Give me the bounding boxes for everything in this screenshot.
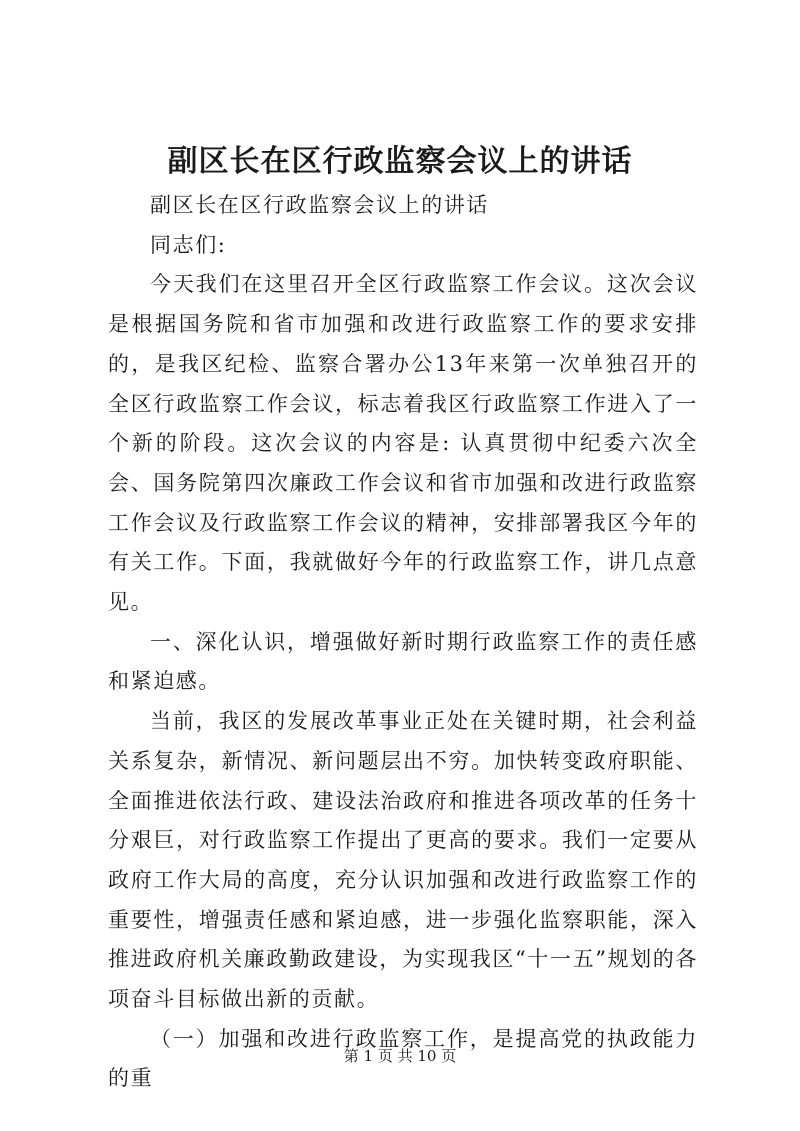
body-paragraph-subsection-1: （一）加强和改进行政监察工作，是提高党的执政能力的重	[108, 1026, 698, 1091]
document-title: 副区长在区行政监察会议上的讲话	[167, 144, 633, 179]
body-paragraph-section-heading-1: 一、深化认识，增强做好新时期行政监察工作的责任感和紧迫感。	[108, 629, 698, 694]
body-paragraph-salutation: 同志们:	[150, 232, 227, 257]
body-paragraph-subtitle: 副区长在区行政监察会议上的讲话	[150, 193, 489, 217]
body-paragraph-intro: 今天我们在这里召开全区行政监察工作会议。这次会议是根据国务院和省市加强和改进行政监察工作的要求安排的，是我区纪检、监察合署办公13年来第一次单独召开的全区行政监察工作会议，标志着我区行政监察工作进入了一个新的阶段。这次会议的内容是: 认真贯彻中纪委六次全会、国务院第四次廉政工作会议和省市加强和改进行政监察工作会议及行政监察工作会议的精神，安排部署我区今年的有关工作。下面，我就做好今年的行政监察工作，讲几点意见。	[108, 272, 698, 615]
page-number-footer: 第 1 页 共 10 页	[343, 1047, 457, 1065]
body-paragraph-context: 当前，我区的发展改革事业正处在关键时期，社会利益关系复杂，新情况、新问题层出不穷。加快转变政府职能、全面推进依法行政、建设法治政府和推进各项改革的任务十分艰巨，对行政监察工作提出了更高的要求。我们一定要从政府工作大局的高度，充分认识加强和改进行政监察工作的重要性，增强责任感和紧迫感，进一步强化监察职能，深入推进政府机关廉政勤政建设，为实现我区“十一五”规划的各项奋斗目标做出新的贡献。	[108, 709, 698, 1012]
document-body	[108, 186, 698, 1099]
